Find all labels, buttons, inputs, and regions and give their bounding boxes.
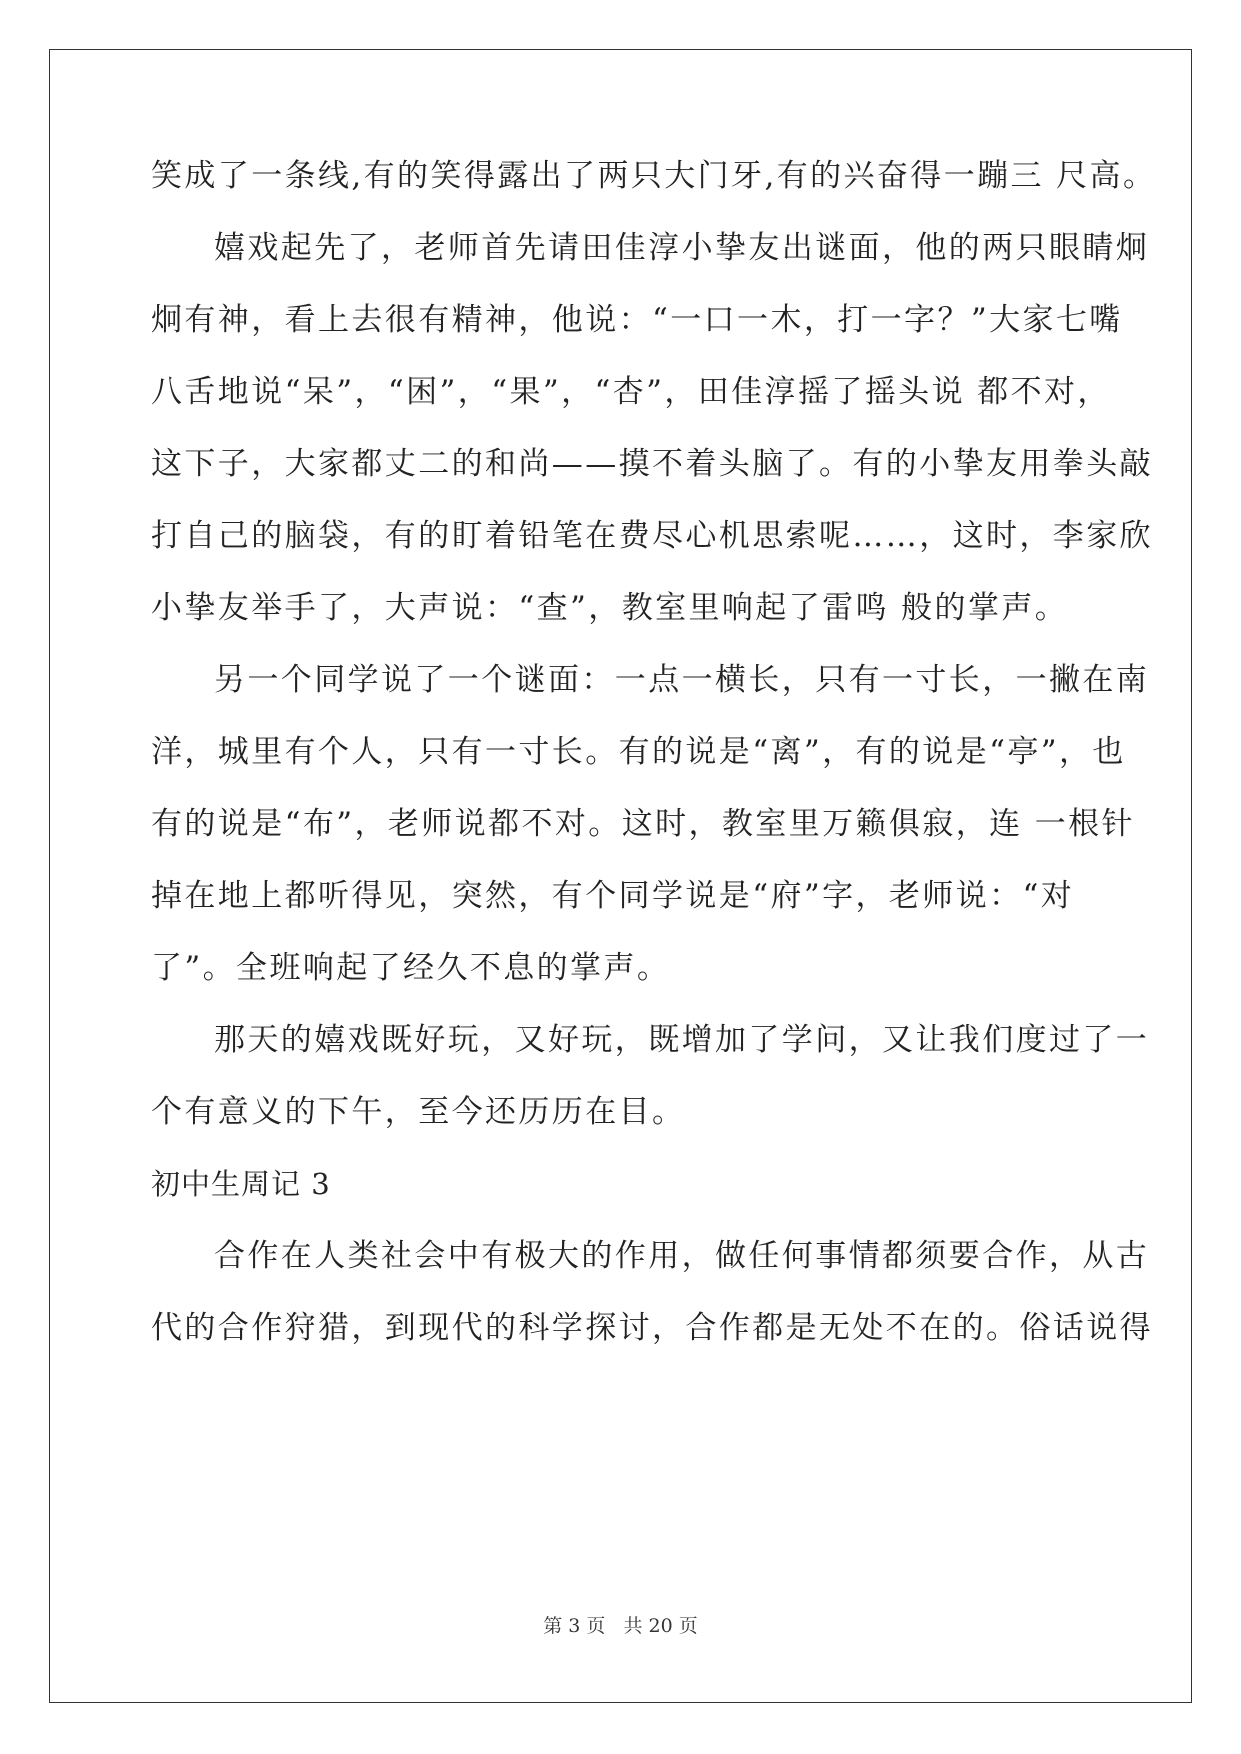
text-line: 合作在人类社会中有极大的作用，做任何事情都须要合作，从古 bbox=[214, 1238, 1150, 1274]
text-line: 小挚友举手了，大声说：“查”，教室里响起了雷鸣 般的掌声。 bbox=[151, 590, 1069, 626]
text-line: 另一个同学说了一个谜面：一点一横长，只有一寸长，一撇在南 bbox=[214, 662, 1150, 698]
text-line: 掉在地上都听得见，突然，有个同学说是“府”字，老师说：“对 bbox=[151, 878, 1075, 914]
page-footer bbox=[0, 1614, 1241, 1638]
text-line: 有的说是“布”，老师说都不对。这时，教室里万籁俱寂，连 一根针 bbox=[151, 806, 1135, 842]
text-line: 了”。全班响起了经久不息的掌声。 bbox=[151, 950, 671, 986]
text-line: 八舌地说“呆”，“困”，“果”，“杏”，田佳淳摇了摇头说 都不对， bbox=[151, 374, 1111, 410]
text-line: 洋，城里有个人，只有一寸长。有的说是“离”，有的说是“亭”，也 bbox=[151, 734, 1126, 770]
section-heading: 初中生周记 3 bbox=[151, 1167, 331, 1201]
text-line: 笑成了一条线,有的笑得露出了两只大门牙,有的兴奋得一蹦三 尺高。 bbox=[151, 158, 1157, 194]
text-line: 嬉戏起先了，老师首先请田佳淳小挚友出谜面，他的两只眼睛炯 bbox=[214, 230, 1150, 266]
text-line: 个有意义的下午，至今还历历在目。 bbox=[151, 1094, 686, 1130]
page-total: 共 20 页 bbox=[623, 1615, 698, 1637]
text-line: 这下子，大家都丈二的和尚——摸不着头脑了。有的小挚友用拳头敲 bbox=[151, 446, 1153, 482]
text-line: 炯有神，看上去很有精神，他说：“一口一木，打一字？”大家七嘴 bbox=[151, 302, 1123, 338]
page-number: 第 3 页 bbox=[543, 1615, 606, 1637]
text-line: 打自己的脑袋，有的盯着铅笔在费尽心机思索呢……，这时，李家欣 bbox=[151, 518, 1153, 554]
text-line: 代的合作狩猎，到现代的科学探讨，合作都是无处不在的。俗话说得 bbox=[151, 1310, 1153, 1346]
text-line: 那天的嬉戏既好玩，又好玩，既增加了学问，又让我们度过了一 bbox=[214, 1022, 1150, 1058]
